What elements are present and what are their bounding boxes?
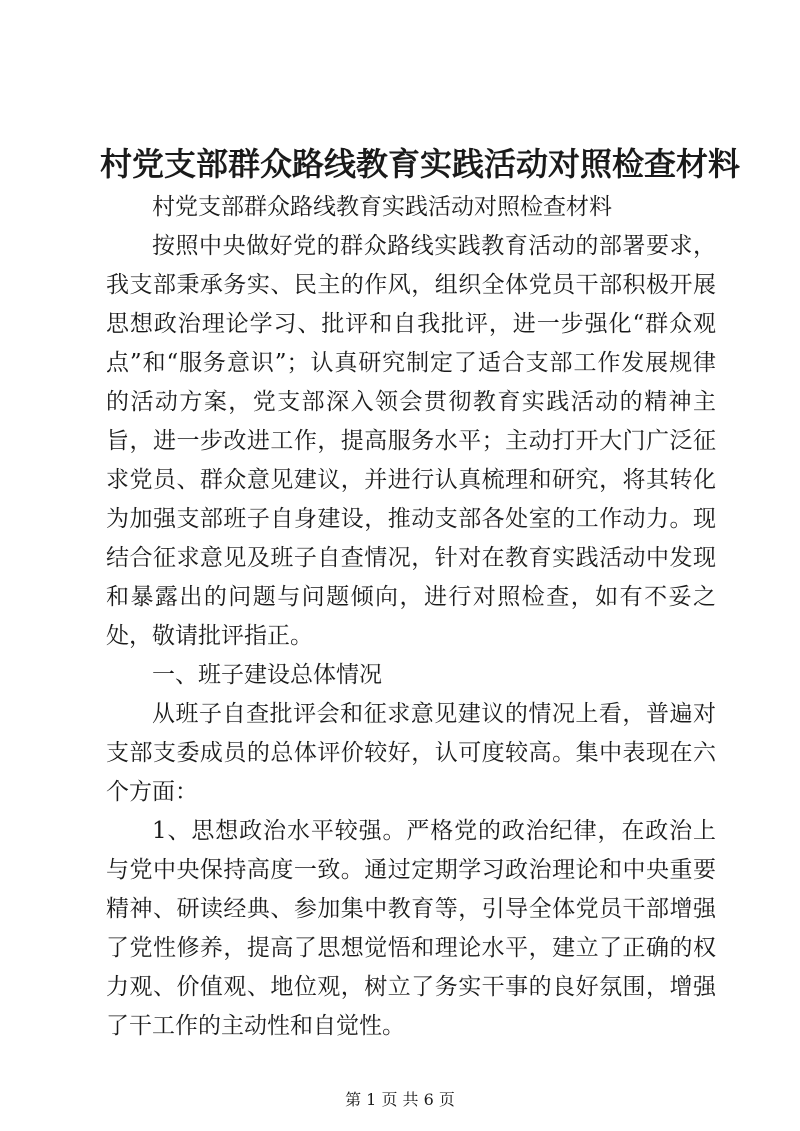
paragraph-overview: 从班子自查批评会和征求意见建议的情况上看，普遍对支部支委成员的总体评价较好，认可度较高。集中表现在六个方面： [106, 701, 716, 805]
paragraph-subtitle: 村党支部群众路线教育实践活动对照检查材料 [152, 194, 612, 220]
page-footer: 第 1 页 共 6 页 [345, 1090, 455, 1109]
paragraph-point-1: 1、思想政治水平较强。严格党的政治纪律，在政治上与党中央保持高度一致。通过定期学习政治理论和中央重要精神、研读经典、参加集中教育等，引导全体党员干部增强了党性修养，提高了思想觉悟和理论水平，建立了正确的权力观、价值观、地位观，树立了务实干事的良好氛围，增强了干工作的主动性和自觉性。 [106, 818, 716, 1039]
document-title: 村党支部群众路线教育实践活动对照检查材料 [100, 145, 741, 183]
paragraph-intro: 按照中央做好党的群众路线实践教育活动的部署要求，我支部秉承务实、民主的作风，组织全体党员干部积极开展思想政治理论学习、批评和自我批评，进一步强化“群众观点”和“服务意识”；认真研究制定了适合支部工作发展规律的活动方案，党支部深入领会贯彻教育实践活动的精神主旨，进一步改进工作，提高服务水平；主动打开大门广泛征求党员、群众意见建议，并进行认真梳理和研究，将其转化为加强支部班子自身建设，推动支部各处室的工作动力。现结合征求意见及班子自查情况，针对在教育实践活动中发现和暴露出的问题与问题倾向，进行对照检查，如有不妥之处，敬请批评指正。 [106, 233, 716, 649]
section-heading: 一、班子建设总体情况 [152, 662, 382, 688]
document-body [106, 188, 716, 1046]
